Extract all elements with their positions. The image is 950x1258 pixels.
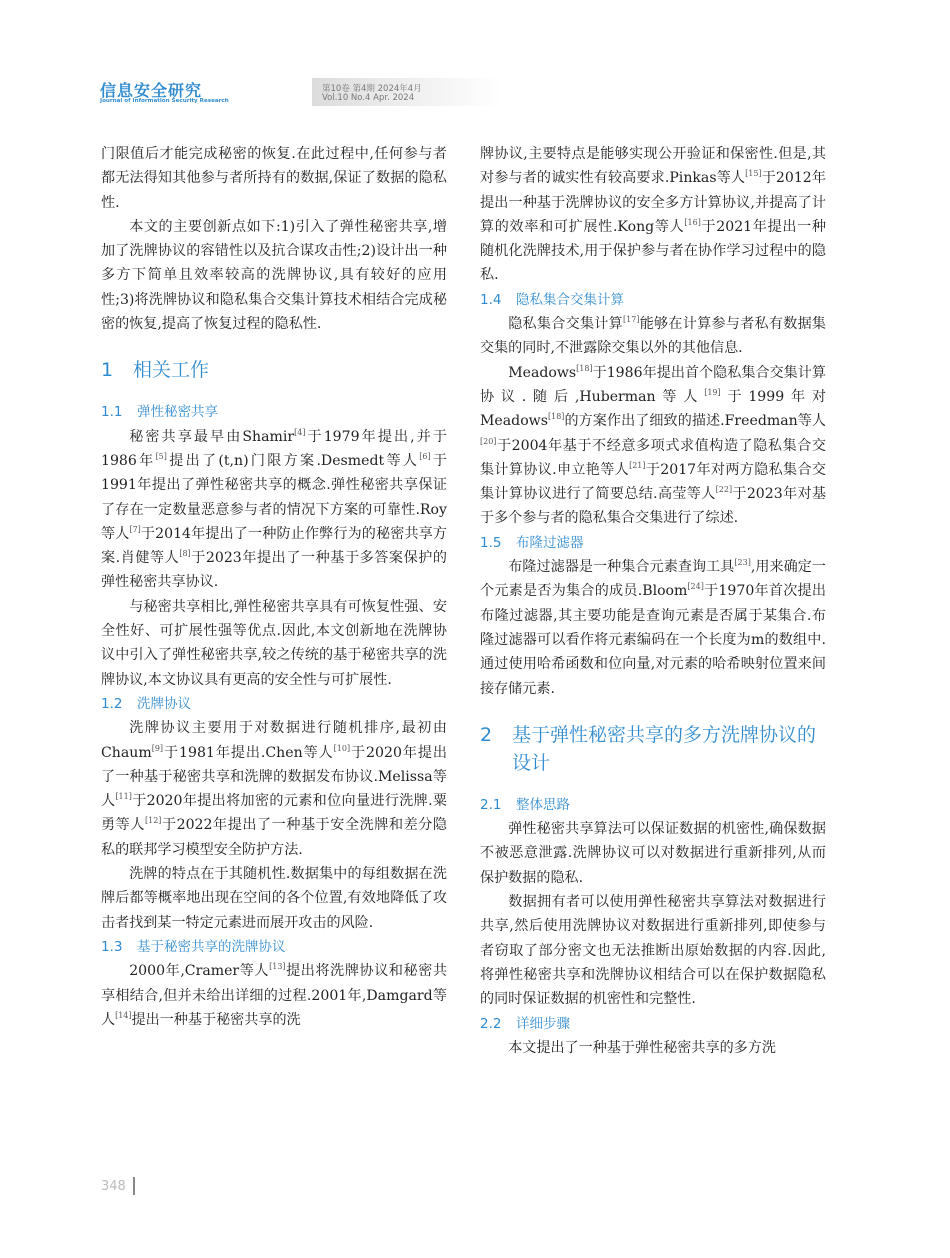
subsection-title: 弹性秘密共享	[137, 404, 218, 421]
citation[interactable]: [15]	[745, 169, 762, 179]
subsection-title: 布隆过滤器	[516, 534, 584, 551]
subsection-number: 1.4	[480, 291, 502, 308]
paragraph: 洗牌的特点在于其随机性.数据集中的每组数据在洗牌后都等概率地出现在空间的各个位置,有效地降低了攻击者找到某一特定元素进而展开攻击的风险.	[101, 866, 447, 931]
citation[interactable]: [18]	[576, 363, 593, 373]
paragraph: 与秘密共享相比,弹性秘密共享具有可恢复性强、安全性好、可扩展性强等优点.因此,本文创新地在洗牌协议中引入了弹性秘密共享,较之传统的基于秘密共享的洗牌协议,本文协议具有更高的安全性与可扩展性.	[101, 598, 447, 688]
subsection-title: 洗牌协议	[137, 695, 191, 712]
paragraph: 数据拥有者可以使用弹性秘密共享算法对数据进行共享,然后使用洗牌协议对数据进行重新排列,即使参与者窃取了部分密文也无法推断出原始数据的内容.因此,将弹性秘密共享和洗牌协议相结合可以在保护数据隐私的同时保证数据的机密性和完整性.	[480, 894, 826, 1008]
paragraph: 本文的主要创新点如下:1)引入了弹性秘密共享,增加了洗牌协议的容错性以及抗合谋攻击性;2)设计出一种多方下简单且效率较高的洗牌协议,具有较好的应用性;3)将洗牌协议和隐私集合交集计算技术相结合完成秘密的恢复,提高了恢复过程的隐私性.	[101, 218, 447, 333]
journal-header	[100, 80, 422, 106]
section-number: 1	[101, 359, 114, 382]
section-title: 相关工作	[133, 359, 210, 382]
citation[interactable]: [6]	[419, 451, 431, 461]
subsection-title: 整体思路	[516, 796, 570, 813]
right-column	[480, 142, 826, 1060]
paragraph: Meadows[18]于1986年提出首个隐私集合交集计算协议.随后,Huberman等人[19]于1999年对Meadows[18]的方案作出了细致的描述.Freedman等人[20]于2004年基于不经意多项式求值构造了隐私集合交集计算协议.申立艳等人[21]于2017年对两方隐私集合交集计算协议进行了简要总结.高莹等人[22]于2023年对基于多个参与者的隐私集合交集进行了综述.	[480, 363, 826, 527]
citation[interactable]: [13]	[269, 962, 286, 972]
subsection-title: 隐私集合交集计算	[516, 291, 624, 308]
citation[interactable]: [11]	[115, 792, 132, 802]
subsection-number: 2.1	[480, 796, 502, 813]
citation[interactable]: [5]	[155, 451, 167, 461]
citation[interactable]: [22]	[715, 485, 733, 495]
section-title: 基于弹性秘密共享的多方洗牌协议的设计	[512, 723, 817, 774]
paragraph: 牌协议,主要特点是能够实现公开验证和保密性.但是,其对参与者的诚实性有较高要求.Pinkas等人[15]于2012年提出一种基于洗牌协议的安全多方计算协议,并提高了计算的效率和可扩展性.Kong等人[16]于2021年提出一种随机化洗牌技术,用于保护参与者在协作学习过程中的隐私.	[480, 146, 826, 284]
citation[interactable]: [14]	[115, 1010, 132, 1020]
left-column	[101, 142, 447, 1032]
paragraph: 门限值后才能完成秘密的恢复.在此过程中,任何参与者都无法得知其他参与者所持有的数据,保证了数据的隐私性.	[101, 146, 447, 211]
citation[interactable]: [20]	[480, 436, 497, 446]
citation[interactable]: [16]	[684, 217, 701, 227]
subsection-heading	[101, 935, 447, 959]
citation[interactable]: [8]	[179, 549, 191, 559]
citation[interactable]: [23]	[734, 558, 751, 568]
subsection-title: 详细步骤	[516, 1015, 570, 1032]
section-number: 2	[480, 723, 493, 746]
citation[interactable]: [9]	[151, 743, 164, 753]
subsection-number: 1.5	[480, 534, 502, 551]
section-heading	[101, 356, 447, 384]
subsection-number: 1.2	[101, 695, 123, 712]
paragraph: 洗牌协议主要用于对数据进行随机排序,最初由Chaum[9]于1981年提出.Chen等人[10]于2020年提出了一种基于秘密共享和洗牌的数据发布协议.Melissa等人[11]于2020年提出将加密的元素和位向量进行洗牌.粟勇等人[12]于2022年提出了一种基于安全洗牌和差分隐私的联邦学习模型安全防护方法.	[101, 720, 448, 858]
citation[interactable]: [18]	[547, 412, 565, 422]
subsection-heading	[480, 793, 826, 817]
paragraph: 布隆过滤器是一种集合元素查询工具[23],用来确定一个元素是否为集合的成员.Bloom[24]于1970年首次提出布隆过滤器,其主要功能是查询元素是否属于某集合.布隆过滤器可以看作将元素编码在一个长度为m的数组中.通过使用哈希函数和位向量,对元素的哈希映射位置来间接存储元素.	[480, 558, 826, 697]
journal-logo-cn: 信息安全研究	[100, 81, 203, 100]
subsection-number: 2.2	[480, 1015, 502, 1032]
issue-info-en: Vol.10 No.4 Apr. 2024	[322, 93, 415, 103]
subsection-heading	[101, 400, 447, 424]
citation[interactable]: [19]	[704, 387, 721, 397]
subsection-heading	[480, 531, 826, 555]
citation[interactable]: [7]	[129, 524, 141, 534]
page-number: 348	[101, 1179, 126, 1194]
issue-info-cn: 第10卷 第4期 2024年4月	[322, 84, 422, 94]
subsection-title: 基于秘密共享的洗牌协议	[137, 938, 286, 955]
journal-logo-en: Journal of Information Security Research	[100, 98, 229, 104]
subsection-heading	[101, 692, 447, 716]
citation[interactable]: [10]	[333, 743, 351, 753]
subsection-heading	[480, 288, 826, 312]
paragraph: 本文提出了一种基于弹性秘密共享的多方洗	[508, 1039, 776, 1056]
paragraph: 弹性秘密共享算法可以保证数据的机密性,确保数据不被恶意泄露.洗牌协议可以对数据进行重新排列,从而保护数据的隐私.	[480, 821, 826, 886]
citation[interactable]: [12]	[144, 816, 162, 826]
citation[interactable]: [17]	[623, 315, 640, 325]
section-heading	[480, 721, 826, 777]
citation[interactable]: [24]	[687, 582, 704, 592]
subsection-number: 1.1	[101, 404, 123, 421]
paragraph: 2000年,Cramer等人[13]提出将洗牌协议和秘密共享相结合,但并未给出详细的过程.2001年,Damgard等人[14]提出一种基于秘密共享的洗	[101, 962, 447, 1028]
citation[interactable]: [21]	[629, 460, 646, 470]
paragraph: 隐私集合交集计算[17]能够在计算参与者私有数据集交集的同时,不泄露除交集以外的其他信息.	[480, 315, 827, 357]
paragraph: 秘密共享最早由Shamir[4]于1979年提出,并于1986年[5]提出了(t,n)门限方案.Desmedt等人[6]于1991年提出了弹性秘密共享的概念.弹性秘密共享保证了存在一定数量恶意参与者的情况下方案的可靠性.Roy等人[7]于2014年提出了一种防止作弊行为的秘密共享方案.肖健等人[8]于2023年提出了一种基于多答案保护的弹性秘密共享协议.	[101, 427, 448, 591]
subsection-heading	[480, 1012, 826, 1036]
footer-divider	[133, 1177, 135, 1195]
citation[interactable]: [4]	[294, 427, 306, 437]
subsection-number: 1.3	[101, 938, 123, 955]
